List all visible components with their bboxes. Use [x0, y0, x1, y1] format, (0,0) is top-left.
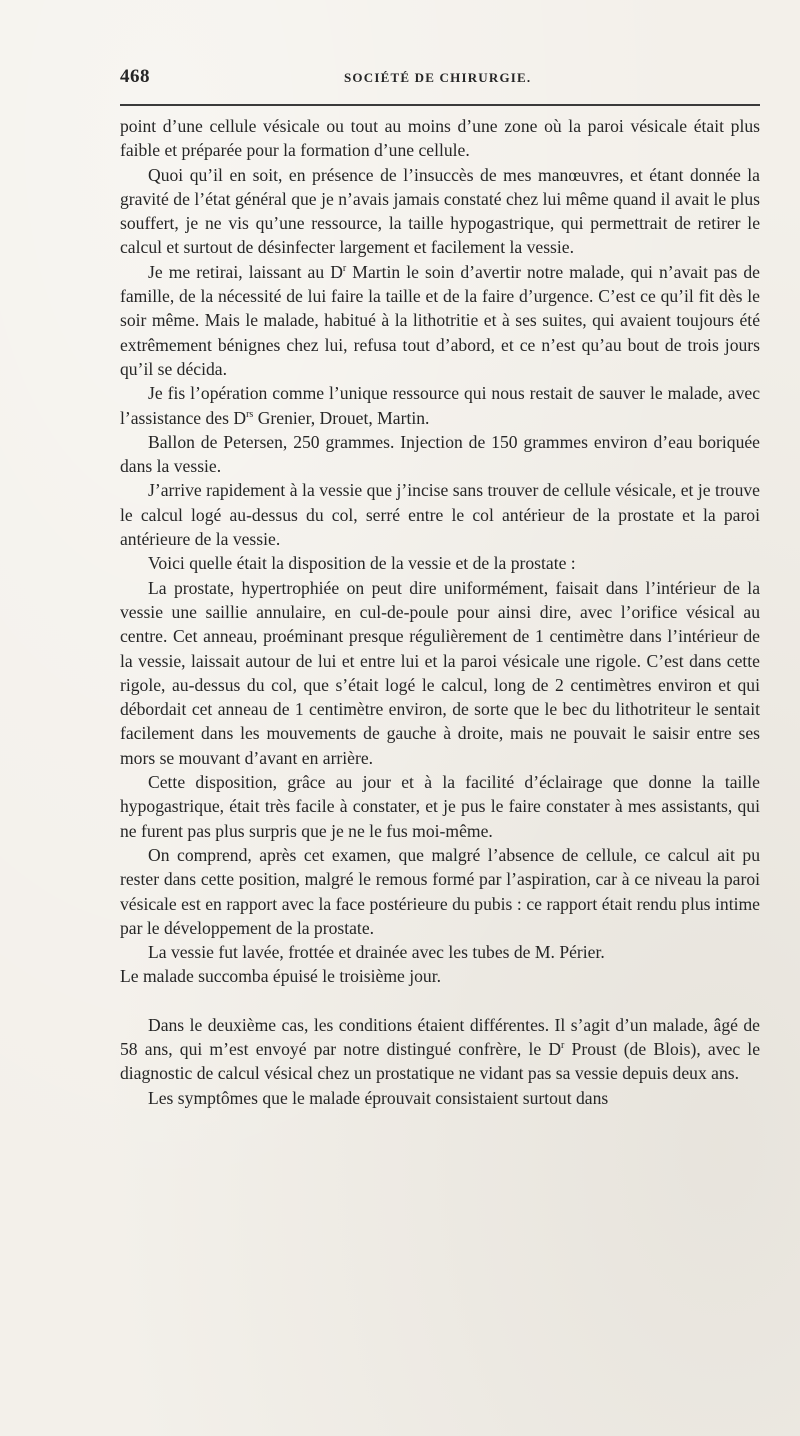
paragraph-13 — [120, 1013, 760, 1086]
paragraph-3 — [120, 260, 760, 381]
paragraph-13-text-a: Dans le deuxième cas, les conditions étaient différentes. Il s’agit d’un malade, âgé de 58 ans, qui m’est envoyé par notre distingué confrère, le D — [120, 1014, 760, 1059]
paragraph-14: Les symptômes que le malade éprouvait consistaient surtout dans — [148, 1087, 609, 1108]
paragraph-6: J’arrive rapidement à la vessie que j’incise sans trouver de cellule vésicale, et je trouve le calcul logé au-dessus du col, serré entre le col antérieur de la prostate et la paroi antérieure de la vessie. — [120, 480, 760, 550]
paragraph-5: Ballon de Petersen, 250 grammes. Injection de 150 grammes environ d’eau boriquée dans la vessie. — [120, 431, 760, 477]
paragraph-3-text-b: Martin le soin d’avertir notre malade, qui n’avait pas de famille, de la nécessité de lui faire la taille et de la faire d’urgence. C’est ce qu’il fit dès le soir même. Mais le malade, habitué à la lithotritie et à ses suites, qui avaient toujours été extrêmement bénignes chez lui, refusa tout d’abord, et ce n’est qu’au bout de trois jours qu’il se décida. — [120, 261, 760, 379]
paragraph-10: On comprend, après cet examen, que malgré l’absence de cellule, ce calcul ait pu rester dans cette position, malgré le remous formé par l’aspiration, car à ce niveau la paroi vésicale est en rapport avec la face postérieure du pubis : ce rapport était rendu plus intime par le développement de la prostate. — [120, 844, 760, 938]
paragraph-3-sup: r — [342, 262, 347, 274]
paragraph-4-text-a: Je fis l’opération comme l’unique ressource qui nous restait de sauver le malade, avec l’assistance des D — [120, 383, 760, 428]
header-rule — [120, 104, 760, 106]
paragraph-13-sup: r — [561, 1040, 565, 1052]
page-number: 468 — [120, 66, 150, 87]
running-head: SOCIÉTÉ DE CHIRURGIE. — [344, 70, 532, 85]
paragraph-1: point d’une cellule vésicale ou tout au moins d’une zone où la paroi vésicale était plus faible et préparée pour la formation d’une cellule. — [120, 116, 760, 161]
paragraph-2: Quoi qu’il en soit, en présence de l’insuccès de mes manœuvres, et étant donnée la gravité de l’état général que je n’avais jamais constaté chez lui même quand il avait le plus souffert, je ne vis qu’une ressource, la taille hypogastrique, qui permettrait de retirer le calcul et surtout de désinfecter largement et facilement la vessie. — [120, 164, 760, 258]
paragraph-4 — [120, 381, 760, 430]
paragraph-13-text-b: Proust (de Blois), avec le diagnostic de calcul vésical chez un prostatique ne vidant pas sa vessie depuis deux ans. — [120, 1038, 761, 1084]
paragraph-9: Cette disposition, grâce au jour et à la facilité d’éclairage que donne la taille hypogastrique, était très facile à constater, et je pus le faire constater à mes assistants, qui ne furent pas plus surpris que je ne le fus moi-même. — [120, 772, 760, 841]
paragraph-4-sup: rs — [246, 408, 254, 420]
paragraph-3-text-a: Je me retirai, laissant au D — [148, 261, 343, 282]
paragraph-4-text-b: Grenier, Drouet, Martin. — [253, 407, 430, 428]
page-header — [120, 66, 760, 96]
paragraph-12: Le malade succomba épuisé le troisième jour. — [120, 966, 441, 987]
paragraph-7: Voici quelle était la disposition de la vessie et de la prostate : — [148, 553, 576, 574]
body-text — [120, 114, 760, 1110]
paragraph-11: La vessie fut lavée, frottée et drainée avec les tubes de M. Périer. — [148, 942, 605, 963]
paragraph-8: La prostate, hypertrophiée on peut dire uniformément, faisait dans l’intérieur de la vessie une saillie annulaire, en cul-de-poule pour ainsi dire, avec l’orifice vésical au centre. Cet anneau, proéminant presque régulièrement de 1 centimètre dans l’intérieur de la vessie, laissait autour de lui et entre lui et la paroi vésicale une rigole. C’est dans cette rigole, au-dessus du col, que s’était logé le calcul, long de 2 centimètres environ et qui débordait cet anneau de 1 centimètre environ, de sorte que le bec du lithotriteur le sentait facilement dans les mouvements de gauche à droite, mais ne pouvait le saisir entre ses mors se mouvant d’avant en arrière. — [120, 577, 760, 768]
